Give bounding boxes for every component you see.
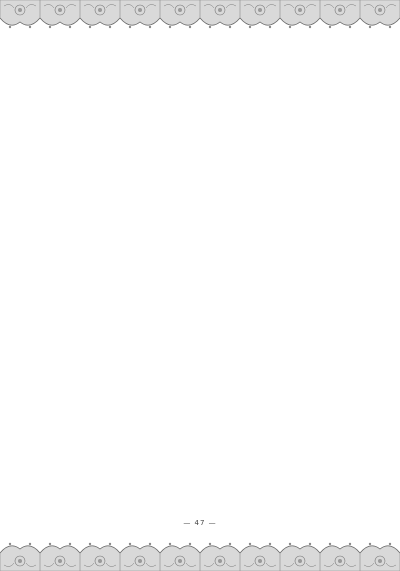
lower-text-column	[26, 296, 376, 524]
column-gutter	[24, 289, 376, 290]
lace-pattern-icon	[0, 529, 400, 571]
bottom-lace-border	[0, 529, 400, 571]
top-lace-border	[0, 0, 400, 42]
lace-pattern-icon	[0, 0, 400, 42]
page-number: — 47 —	[183, 519, 217, 527]
upper-text-column	[26, 62, 376, 286]
